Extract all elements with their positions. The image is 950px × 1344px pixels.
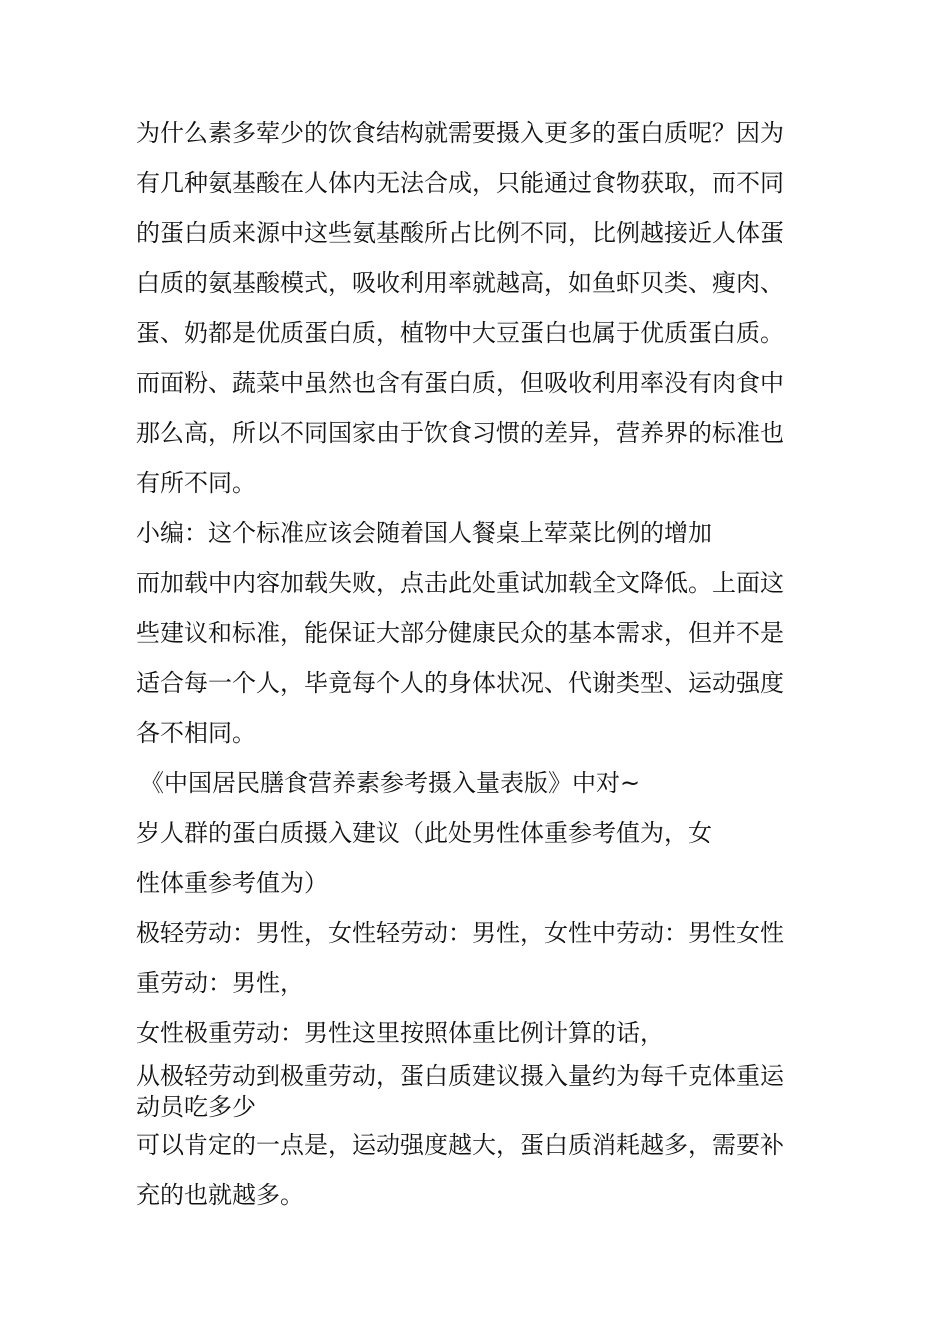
paragraph-labor-levels bbox=[136, 908, 836, 1008]
text-line: 动员吃多少 bbox=[136, 1093, 256, 1121]
paragraph-age-recommendation bbox=[136, 808, 836, 908]
text-line: 《中国居民膳食营养素参考摄入量表版》中对~ bbox=[140, 769, 641, 797]
paragraph-athlete-intake bbox=[136, 1058, 836, 1120]
text-line: 重劳动：男性， bbox=[136, 969, 304, 997]
text-line: 为什么素多荤少的饮食结构就需要摄入更多的蛋白质呢？因为 bbox=[136, 119, 784, 147]
paragraph-protein-reason bbox=[136, 108, 836, 508]
text-line: 有所不同。 bbox=[136, 469, 256, 497]
text-line: 的蛋白质来源中这些氨基酸所占比例不同，比例越接近人体蛋 bbox=[136, 219, 784, 247]
text-line: 白质的氨基酸模式，吸收利用率就越高，如鱼虾贝类、瘦肉、 bbox=[136, 269, 784, 297]
text-line: 而加载中内容加载失败，点击此处重试加载全文降低。上面这 bbox=[136, 569, 784, 597]
text-line: 适合每一个人，毕竟每个人的身体状况、代谢类型、运动强度 bbox=[136, 669, 784, 697]
text-line: 各不相同。 bbox=[136, 719, 256, 747]
text-line: 蛋、奶都是优质蛋白质，植物中大豆蛋白也属于优质蛋白质。 bbox=[136, 319, 784, 347]
text-line: 极轻劳动：男性，女性轻劳动：男性，女性中劳动：男性女性 bbox=[136, 919, 784, 947]
text-line: 有几种氨基酸在人体内无法合成，只能通过食物获取，而不同 bbox=[136, 169, 784, 197]
text-line: 性体重参考值为） bbox=[136, 869, 328, 897]
text-line: 女性极重劳动：男性这里按照体重比例计算的话， bbox=[136, 1019, 664, 1047]
text-line: 那么高，所以不同国家由于饮食习惯的差异，营养界的标准也 bbox=[136, 419, 784, 447]
paragraph-conclusion bbox=[136, 1120, 836, 1220]
text-line: 充的也就越多。 bbox=[136, 1181, 304, 1209]
paragraph-editor-note bbox=[136, 508, 836, 558]
text-line: 小编：这个标准应该会随着国人餐桌上荤菜比例的增加 bbox=[136, 519, 712, 547]
text-line: 岁人群的蛋白质摄入建议（此处男性体重参考值为，女 bbox=[136, 819, 712, 847]
text-line: 些建议和标准，能保证大部分健康民众的基本需求，但并不是 bbox=[136, 619, 784, 647]
paragraph-reference-table bbox=[136, 758, 836, 808]
paragraph-heavy-labor bbox=[136, 1008, 836, 1058]
text-line: 而面粉、蔬菜中虽然也含有蛋白质，但吸收利用率没有肉食中 bbox=[136, 369, 784, 397]
text-line: 从极轻劳动到极重劳动，蛋白质建议摄入量约为每千克体重运 bbox=[136, 1062, 784, 1090]
paragraph-standards bbox=[136, 558, 836, 758]
text-line: 可以肯定的一点是，运动强度越大，蛋白质消耗越多，需要补 bbox=[136, 1131, 784, 1159]
document-body bbox=[136, 108, 836, 1220]
